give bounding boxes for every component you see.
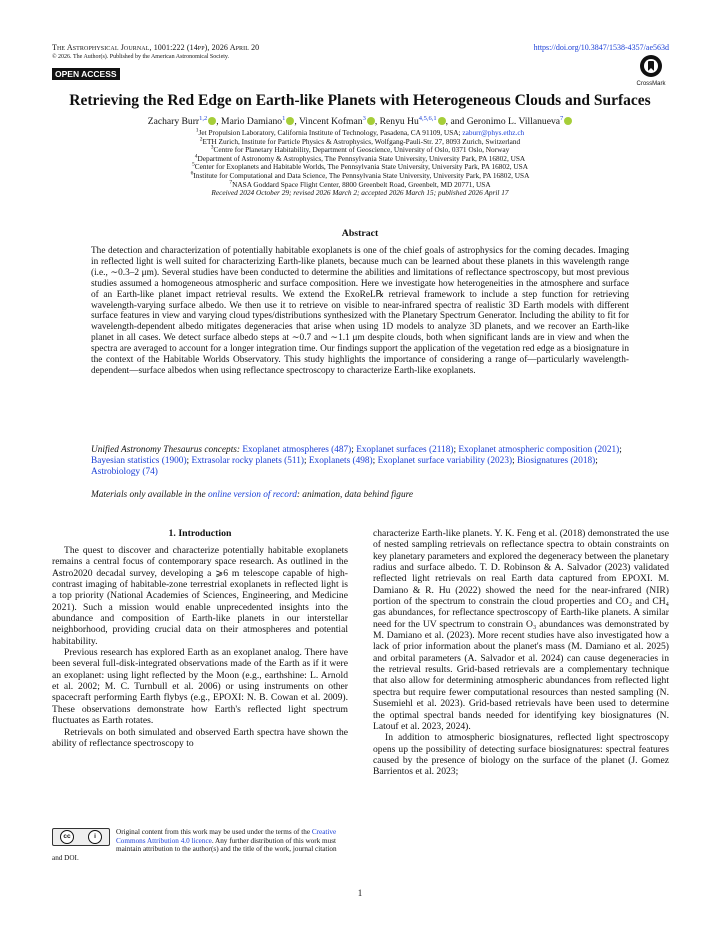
- author-name[interactable]: Zachary Burr: [147, 116, 200, 127]
- author-name[interactable]: Vincent Kofman: [298, 116, 363, 127]
- paper-title: Retrieving the Red Edge on Earth-like Planets with Heterogeneous Clouds and Surfaces: [69, 92, 651, 109]
- cc-license-link[interactable]: Creative Commons Attribution 4.0 licence: [116, 828, 337, 845]
- concept-link[interactable]: Biosignatures (2018): [517, 455, 596, 466]
- page-number: 1: [357, 888, 363, 898]
- author-separator: , and: [445, 116, 467, 127]
- body-paragraph: Previous research has explored Earth as an exoplanet analog. There have been several full-disk-integrated observations made of the Earth as if it were an exoplanet: using light reflected by the Moon (e.g., earthshine: L. Arnold et al. 2002; M. C. Turnbull et al. 2006) or using instruments on other spacecraft performing Earth flybys (e.g., EPOXI: N. B. Cowan et al. 2009). These observations demonstrate how Earth's reflected light spectrum fluctuates as Earth rotates.: [52, 647, 348, 727]
- affiliation-text: Centre for Planetary Habitability, Department of Geoscience, University of Oslo, 0371 Oslo, Norway: [213, 145, 510, 155]
- affiliation-text: Jet Propulsion Laboratory, California Institute of Technology, Pasadena, CA 91109, USA;: [198, 128, 463, 137]
- abstract-text: The detection and characterization of potentially habitable exoplanets is one of the chief goals of astrophysics for the coming decades. Imaging in reflected light is well suited for characterizing Earth-like planets, because much can be learned about these planets in this wavelength range (i.e., ∼0.3–2 μm). Several studies have been conducted to determine the abilities and limitations of reflectance spectroscopy, but most previous studies assumed a homogeneous atmospheric and surface composition. Here we investigate how heterogeneities in the atmosphere and surface of an Earth-like planet impact retrieval results. We extend the ExoReL℞ retrieval framework to include a step function for retrieving wavelength-varying surface albedo. We then use it to retrieve on visible to near-infrared spectra of realistic 3D Earth models with different surface features in view and varying cloud types/distributions synthesized with the Planetary Spectrum Generator. Including the ability to fit for wavelength-dependent albedo mitigates degeneracies that arise when using 1D models to analyze 3D planets, and we recover an Earth-like planet in all cases. We detect surface albedo steps at ∼0.7 and ∼1.1 μm despite clouds, both when significant lands are in view and when the spectra are averaged to account for a longer integration time. Our findings support the application of the vegetation red edge as a biosignature in the context of the Habitable Worlds Observatory. This study highlights the importance of considering a range of—particularly wavelength-dependent—surface albedos when using reflectance spectroscopy to characterize Earth-like exoplanets.: [91, 246, 629, 376]
- affiliation-text: Department of Astronomy & Astrophysics, The Pennsylvania State University, University Park, PA 16802, USA: [197, 153, 526, 163]
- concept-link[interactable]: Bayesian statistics (1900): [91, 455, 187, 466]
- affiliation-number: 1: [195, 127, 199, 134]
- materials-note: [91, 490, 629, 500]
- crossmark-badge[interactable]: [634, 54, 668, 87]
- running-header: [52, 43, 259, 61]
- email-link[interactable]: zaburr@phys.ethz.ch: [462, 128, 525, 137]
- cc-by-icon[interactable]: cc i: [52, 828, 110, 846]
- orcid-icon[interactable]: [438, 117, 446, 125]
- affiliations: [20, 129, 700, 198]
- author-affiliation-ref[interactable]: 1: [282, 114, 286, 122]
- affiliation-number: 3: [210, 144, 214, 151]
- author-affiliation-ref[interactable]: 3: [362, 114, 366, 122]
- affiliation-text: Center for Exoplanets and Habitable Worlds, The Pennsylvania State University, University Park, PA 16802, USA: [194, 162, 528, 172]
- concept-link[interactable]: Extrasolar rocky planets (511): [191, 455, 304, 466]
- copyright-line: © 2026. The Author(s). Published by the American Astronomical Society.: [52, 54, 230, 60]
- uat-concepts: Unified Astronomy Thesaurus concepts: Exoplanet atmospheres (487); Exoplanet surfaces (2118); Exoplanet atmospheric composition (2021); Bayesian statistics (1900); Extrasolar rocky planets (511); Exoplanets (498); Exoplanet surface variability (2023); Biosignatures (2018); Astrobiology (74): [91, 445, 622, 477]
- concept-link[interactable]: Exoplanet surface variability (2023): [377, 455, 513, 466]
- column-right: [373, 528, 669, 778]
- concept-link[interactable]: Exoplanet atmospheric composition (2021): [458, 445, 620, 455]
- abstract-heading: Abstract: [341, 228, 379, 239]
- received-dates: Received 2024 October 29; revised 2026 March 2; accepted 2026 March 15; published 2026 April 17: [211, 188, 509, 198]
- materials-prefix: Materials only available in the: [91, 490, 208, 500]
- concepts-label: Unified Astronomy Thesaurus concepts:: [91, 445, 240, 455]
- orcid-icon[interactable]: [564, 117, 572, 125]
- crossmark-icon: [639, 54, 663, 78]
- affiliation-number: 2: [199, 136, 203, 143]
- author-separator: ,: [294, 116, 299, 127]
- online-version-link[interactable]: online version of record: [207, 490, 297, 500]
- orcid-icon[interactable]: [367, 117, 375, 125]
- body-paragraph: In addition to atmospheric biosignatures, reflected light spectroscopy opens up the possibility of detecting surface biosignatures: spectral features caused by the presence of biology on the surface of the planet (J. Gomez Barrientos et al. 2023;: [373, 732, 669, 778]
- author-list: [20, 116, 700, 128]
- materials-suffix: : animation, data behind figure: [296, 490, 413, 500]
- author-affiliation-ref[interactable]: 1,2: [199, 114, 208, 122]
- body-paragraph: characterize Earth-like planets. Y. K. Feng et al. (2018) demonstrated the use of nested sampling retrievals on reflectance spectra to obtain constraints on key planetary parameters and explored the degeneracy between the planetary radius and surface albedo. T. D. Robinson & A. Salvador (2023) validated reflected light retrievals on real Earth data captured from EPOXI. M. Damiano & R. Hu (2022) showed the need for the near-infrared (NIR) portion of the spectrum to constrain the cloud properties and CO₂ and CH₄ gas abundances, for reflectance spectroscopy of Earth-like planets. A similar need for the UV spectrum to constrain O₃ abundances was demonstrated by M. Damiano et al. (2023). More recent studies have also investigated how a lack of prior information about the planet's mass (M. Damiano et al. 2025) and orbital parameters (A. Salvador et al. 2024) can cause degeneracies in the retrieval results. Grid-based retrievals are a complementary technique that also allow for determining atmospheric abundances from reflected light spectra but require fewer computational resources than nested sampling (N. Susemiehl et al. 2023). Grid-based retrievals have been used to determine the optimal spectral bands needed for identifying key biosignatures (N. Latouf et al. 2023, 2024).: [373, 528, 669, 732]
- column-left: [52, 545, 348, 749]
- affiliation-number: 6: [190, 170, 194, 177]
- body-paragraph: The quest to discover and characterize potentially habitable exoplanets remains a central focus of contemporary space research. As outlined in the Astro2020 decadal survey, developing a ⩾6 m telescope capable of high-contrast imaging of habitable-zone terrestrial exoplanets in reflected light is a top priority (National Academies of Sciences, Engineering, and Medicine 2021). Such a mission would enable unprecedented insights into the abundance and composition of Earth-like planets in our interstellar neighborhood, providing crucial data on their atmospheres and potential habitability.: [52, 545, 348, 647]
- affiliation-text: Institute for Computational and Data Science, The Pennsylvania State University, University Park, PA 16802, USA: [193, 170, 530, 180]
- license-text-after: . Any further distribution of this work must maintain attribution to the author(s) and the title of the work, journal citation and DOI.: [52, 836, 337, 863]
- affiliation-text: NASA Goddard Space Flight Center, 8800 Greenbelt Road, Greenbelt, MD 20771, USA: [232, 179, 491, 189]
- journal-citation: The Astrophysical Journal, 1001:222 (14pp), 2026 April 20: [52, 43, 260, 52]
- concept-link[interactable]: Exoplanets (498): [308, 455, 373, 466]
- concept-link[interactable]: Exoplanet atmospheres (487): [242, 445, 352, 455]
- author-name[interactable]: Renyu Hu: [379, 116, 419, 127]
- affiliation-number: 7: [229, 179, 233, 186]
- section-heading: 1. Introduction: [168, 528, 232, 539]
- body-paragraph: Retrievals on both simulated and observed Earth spectra have shown the ability of reflectance spectroscopy to: [52, 726, 348, 749]
- concept-link[interactable]: Exoplanet surfaces (2118): [356, 445, 454, 455]
- doi-link[interactable]: https://doi.org/10.3847/1538-4357/ae563d: [533, 43, 669, 52]
- license-notice: [52, 828, 348, 863]
- crossmark-label: CrossMark: [636, 81, 666, 87]
- author-name[interactable]: Geronimo L. Villanueva: [466, 116, 561, 127]
- author-separator: ,: [216, 116, 222, 127]
- author-name[interactable]: Mario Damiano: [221, 116, 283, 127]
- concept-link[interactable]: Astrobiology (74): [91, 466, 158, 477]
- affiliation-number: 5: [192, 161, 195, 168]
- affiliation-number: 4: [194, 153, 198, 160]
- affiliation-text: ETH Zurich, Institute for Particle Physics & Astrophysics, Wolfgang-Pauli-Str. 27, 8093 Zurich, Switzerland: [202, 136, 521, 146]
- author-affiliation-ref[interactable]: 4,5,6,1: [418, 114, 437, 122]
- license-text-before: Original content from this work may be used under the terms of the: [116, 828, 312, 836]
- open-access-badge: OPEN ACCESS: [52, 68, 120, 80]
- author-separator: ,: [374, 116, 380, 127]
- author-affiliation-ref[interactable]: 7: [560, 114, 564, 122]
